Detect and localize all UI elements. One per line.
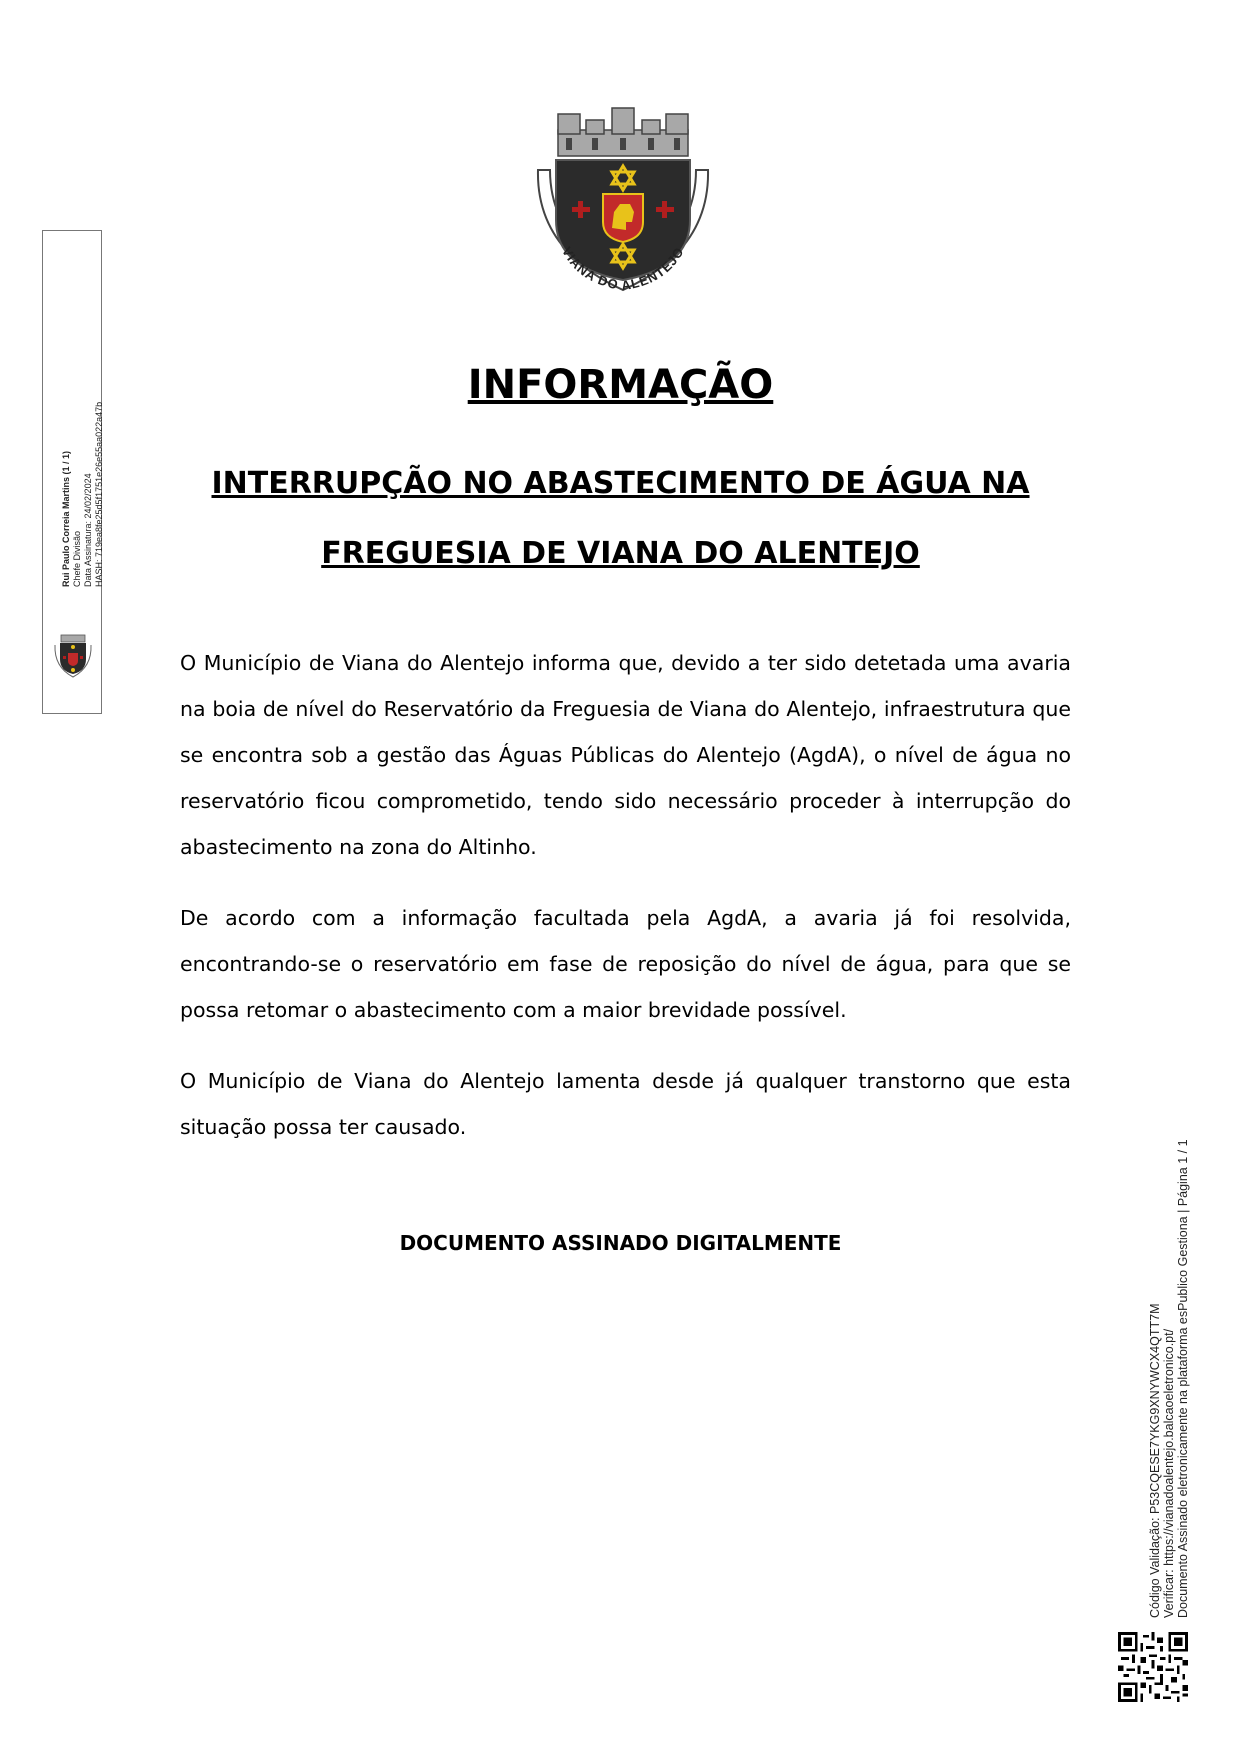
municipal-coat-of-arms	[528, 100, 718, 300]
svg-text:VIANA DO ALENTEJO: VIANA DO ALENTEJO	[559, 244, 688, 294]
signature-stamp	[42, 230, 102, 714]
signer-role: Chefe Divisão	[72, 530, 82, 587]
validation-verify-url[interactable]: Verificar: https://vianadoalentejo.balcaoeletronico.pt/	[1162, 1328, 1176, 1618]
document-body	[180, 640, 1071, 1175]
stamp-crest-icon	[51, 631, 95, 679]
signer-name: Rui Paulo Correia Martins (1 / 1)	[61, 450, 71, 587]
validation-block	[1148, 1098, 1190, 1618]
paragraph-2: De acordo com a informação facultada pela AgdA, a avaria já foi resolvida, encontrando-se o reservatório em fase de reposição do nível de água, para que se possa retomar o abastecimento com a maior brevidade possível.	[180, 906, 1071, 1022]
paragraph-3: O Município de Viana do Alentejo lamenta desde já qualquer transtorno que esta situação possa ter causado.	[180, 1069, 1071, 1139]
qr-code-icon	[1118, 1632, 1188, 1702]
paragraph-1: O Município de Viana do Alentejo informa que, devido a ter sido detetada uma avaria na boia de nível do Reservatório da Freguesia de Viana do Alentejo, infraestrutura que se encontra sob a gestão das Águas Públicas do Alentejo (AgdA), o nível de água no reservatório ficou comprometido, tendo sido necessário proceder à interrupção do abastecimento na zona do Altinho.	[180, 651, 1071, 859]
signature-date: Data Assinatura: 24/02/2024	[83, 473, 93, 587]
document-heading: INFORMAÇÃO	[467, 362, 774, 408]
document-subtitle-line-2: FREGUESIA DE VIANA DO ALENTEJO	[321, 536, 920, 571]
validation-code: Código Validação: P53CQESE7YKG9XNYWCX4QTT7M	[1148, 1303, 1162, 1618]
validation-platform: Documento Assinado eletronicamente na plataforma esPublico Gestiona | Página 1 / 1	[1176, 1139, 1190, 1618]
signature-stamp-text	[61, 167, 105, 587]
signed-label: DOCUMENTO ASSINADO DIGITALMENTE	[399, 1231, 842, 1255]
signature-hash: HASH: 719ea8fe25d5f1751e26e55aa022a47b	[94, 401, 104, 587]
document-subtitle-line-1: INTERRUPÇÃO NO ABASTECIMENTO DE ÁGUA NA	[211, 466, 1030, 501]
